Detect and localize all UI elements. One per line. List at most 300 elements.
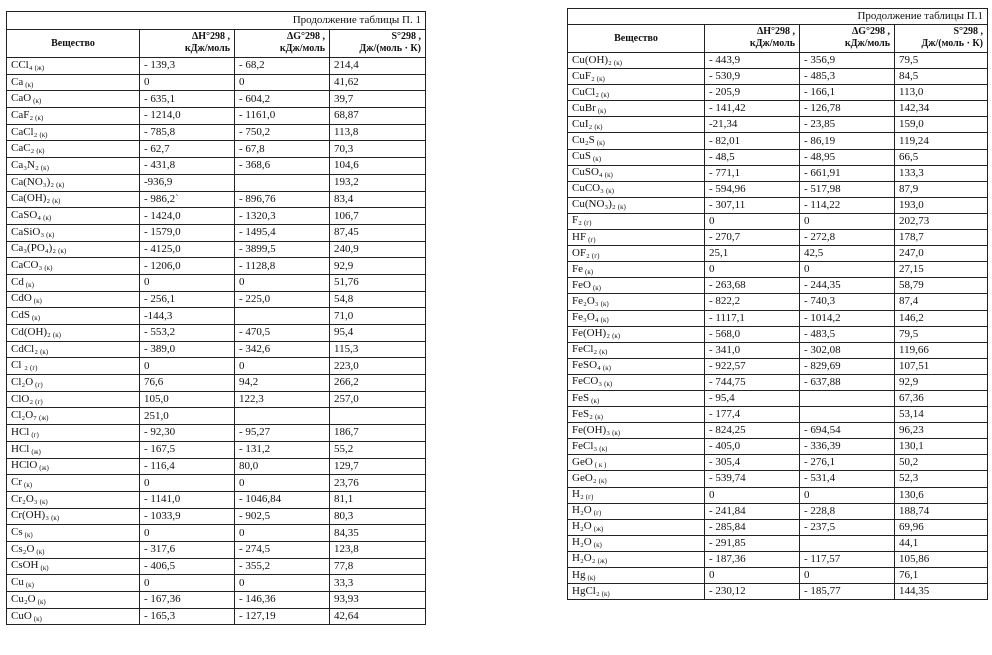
substance-formula: FeO bbox=[572, 278, 591, 291]
left-table-row bbox=[7, 124, 426, 141]
entropy-cell: 247,0 bbox=[895, 246, 988, 262]
substance-state: (к) bbox=[587, 573, 596, 582]
substance-state: (к) bbox=[602, 364, 611, 373]
right-table-row bbox=[568, 358, 988, 374]
gibbs-energy-cell: - 531,4 bbox=[800, 471, 895, 487]
substance-state: (ж) bbox=[31, 447, 41, 456]
substance-state: (к) bbox=[44, 264, 53, 273]
entropy-cell: 129,7 bbox=[330, 458, 426, 475]
gibbs-energy-cell: - 23,85 bbox=[800, 117, 895, 133]
left-table-caption: Продолжение таблицы П. 1 bbox=[7, 12, 426, 30]
enthalpy-cell: - 568,0 bbox=[705, 326, 800, 342]
substance-state: (к) bbox=[40, 163, 49, 172]
left-table-body bbox=[7, 12, 426, 625]
substance-cell bbox=[568, 165, 705, 181]
entropy-cell: 115,3 bbox=[330, 341, 426, 358]
substance-formula: FeCl₂ bbox=[572, 343, 598, 356]
substance-cell bbox=[568, 342, 705, 358]
left-table-row bbox=[7, 325, 426, 342]
entropy-cell: 70,3 bbox=[330, 141, 426, 158]
substance-formula: Fe bbox=[572, 262, 583, 275]
entropy-cell: 193,0 bbox=[895, 197, 988, 213]
enthalpy-cell: - 167,5 bbox=[140, 441, 235, 458]
entropy-cell: 55,2 bbox=[330, 441, 426, 458]
substance-cell bbox=[568, 197, 705, 213]
enthalpy-cell: - 822,2 bbox=[705, 294, 800, 310]
substance-cell bbox=[7, 174, 140, 191]
entropy-cell: 119,24 bbox=[895, 133, 988, 149]
right-header-dh-symbol: ΔH°298 , bbox=[756, 26, 795, 37]
substance-cell bbox=[568, 85, 705, 101]
substance-cell bbox=[568, 584, 705, 600]
gibbs-energy-cell: - 342,6 bbox=[235, 341, 330, 358]
substance-state: (г) bbox=[35, 397, 43, 406]
substance-formula: Cu(OH)₂ bbox=[572, 53, 612, 66]
substance-formula: CaSO₄ bbox=[11, 209, 42, 222]
left-table-row bbox=[7, 258, 426, 275]
substance-formula: FeCl₃ bbox=[572, 439, 598, 452]
substance-formula: H₂O bbox=[572, 520, 592, 533]
gibbs-energy-cell: 0 bbox=[235, 475, 330, 492]
gibbs-energy-cell: 0 bbox=[800, 213, 895, 229]
left-header-substance: Вещество bbox=[7, 30, 140, 58]
right-table-row bbox=[568, 294, 988, 310]
right-table-row bbox=[568, 117, 988, 133]
entropy-cell: 95,4 bbox=[330, 325, 426, 342]
enthalpy-cell: - 594,96 bbox=[705, 181, 800, 197]
substance-formula: CuCl₂ bbox=[572, 85, 600, 98]
enthalpy-cell: 0 bbox=[705, 487, 800, 503]
entropy-cell: 104,6 bbox=[330, 158, 426, 175]
substance-formula: CdS bbox=[11, 309, 30, 322]
substance-state: (к) bbox=[601, 589, 610, 598]
substance-cell bbox=[7, 491, 140, 508]
substance-formula: FeSO₄ bbox=[572, 359, 601, 372]
gibbs-energy-cell: - 470,5 bbox=[235, 325, 330, 342]
substance-formula: CuSO₄ bbox=[572, 166, 603, 179]
enthalpy-cell: - 771,1 bbox=[705, 165, 800, 181]
entropy-cell: 106,7 bbox=[330, 208, 426, 225]
substance-cell bbox=[7, 274, 140, 291]
gibbs-energy-cell: - 1128,8 bbox=[235, 258, 330, 275]
substance-formula: Ca(NO₃)₂ bbox=[11, 175, 55, 188]
enthalpy-cell: - 1141,0 bbox=[140, 491, 235, 508]
enthalpy-cell: - 744,75 bbox=[705, 374, 800, 390]
entropy-cell: 84,35 bbox=[330, 525, 426, 542]
left-table-row bbox=[7, 91, 426, 108]
enthalpy-cell: 0 bbox=[705, 262, 800, 278]
enthalpy-cell: - 291,85 bbox=[705, 535, 800, 551]
left-header-dh-symbol: ΔH°298 , bbox=[191, 31, 230, 42]
enthalpy-cell: 0 bbox=[705, 568, 800, 584]
enthalpy-cell: - 167,36 bbox=[140, 592, 235, 609]
substance-cell bbox=[568, 326, 705, 342]
substance-cell bbox=[568, 487, 705, 503]
substance-state: (к) bbox=[604, 380, 613, 389]
enthalpy-cell: - 1214,0 bbox=[140, 108, 235, 125]
substance-state: (к) bbox=[58, 247, 67, 256]
substance-state: (к) bbox=[592, 155, 602, 164]
gibbs-energy-cell: - 131,2 bbox=[235, 441, 330, 458]
substance-formula: GeO₂ bbox=[572, 471, 597, 484]
substance-formula: Cu(NO₃)₂ bbox=[572, 198, 616, 211]
substance-formula: F₂ bbox=[572, 214, 582, 227]
entropy-cell: 92,9 bbox=[895, 374, 988, 390]
enthalpy-cell: - 307,11 bbox=[705, 197, 800, 213]
substance-cell bbox=[7, 475, 140, 492]
substance-formula: Ca₃(PO₄)₂ bbox=[11, 242, 57, 255]
left-header-dg-symbol: ΔG°298 , bbox=[286, 31, 325, 42]
entropy-cell bbox=[330, 408, 426, 425]
substance-cell bbox=[7, 608, 140, 625]
right-table-row bbox=[568, 407, 988, 423]
substance-cell bbox=[7, 141, 140, 158]
entropy-cell: 76,1 bbox=[895, 568, 988, 584]
substance-cell bbox=[568, 551, 705, 567]
gibbs-energy-cell: - 740,3 bbox=[800, 294, 895, 310]
gibbs-energy-cell: - 355,2 bbox=[235, 558, 330, 575]
entropy-cell: 27,15 bbox=[895, 262, 988, 278]
entropy-cell: 214,4 bbox=[330, 58, 426, 75]
entropy-cell: 93,93 bbox=[330, 592, 426, 609]
left-table-row bbox=[7, 491, 426, 508]
substance-state: (к) bbox=[612, 428, 621, 437]
substance-state: (к) bbox=[25, 581, 34, 590]
enthalpy-cell: - 82,01 bbox=[705, 133, 800, 149]
substance-cell bbox=[568, 246, 705, 262]
substance-formula: Cs₂O bbox=[11, 542, 35, 555]
substance-formula: Cl₂O₇ bbox=[11, 409, 38, 422]
entropy-cell: 144,35 bbox=[895, 584, 988, 600]
gibbs-energy-cell: 0 bbox=[235, 575, 330, 592]
substance-formula: H₂O₂ bbox=[572, 552, 596, 565]
entropy-cell: 54,8 bbox=[330, 291, 426, 308]
entropy-cell: 266,2 bbox=[330, 375, 426, 392]
gibbs-energy-cell: - 694,54 bbox=[800, 423, 895, 439]
gibbs-energy-cell: - 126,78 bbox=[800, 101, 895, 117]
enthalpy-cell: - 785,8 bbox=[140, 124, 235, 141]
right-table-row bbox=[568, 584, 988, 600]
entropy-cell: 52,3 bbox=[895, 471, 988, 487]
substance-state: (к) bbox=[599, 444, 608, 453]
gibbs-energy-cell: - 1161,0 bbox=[235, 108, 330, 125]
substance-formula: CaO bbox=[11, 92, 32, 105]
gibbs-energy-cell: 0 bbox=[800, 262, 895, 278]
substance-cell bbox=[7, 258, 140, 275]
substance-formula: Ca bbox=[11, 75, 24, 88]
substance-state: (к) bbox=[592, 283, 602, 292]
substance-state: (к) bbox=[31, 314, 41, 323]
enthalpy-cell: - 263,68 bbox=[705, 278, 800, 294]
entropy-cell: 80,3 bbox=[330, 508, 426, 525]
entropy-cell: 193,2 bbox=[330, 174, 426, 191]
entropy-cell: 146,2 bbox=[895, 310, 988, 326]
enthalpy-cell: - 4125,0 bbox=[140, 241, 235, 258]
substance-formula: Cu₂S bbox=[572, 134, 595, 147]
substance-formula: Cs bbox=[11, 526, 23, 539]
substance-state: (к) bbox=[600, 299, 609, 308]
substance-state: (ж) bbox=[597, 557, 608, 566]
entropy-cell: 42,64 bbox=[330, 608, 426, 625]
enthalpy-cell: - 285,84 bbox=[705, 519, 800, 535]
left-table-row bbox=[7, 108, 426, 125]
gibbs-energy-cell: - 661,91 bbox=[800, 165, 895, 181]
right-table-row bbox=[568, 278, 988, 294]
gibbs-energy-cell: - 272,8 bbox=[800, 230, 895, 246]
substance-state: (к) bbox=[600, 316, 609, 325]
substance-formula: H₂O bbox=[572, 504, 592, 517]
substance-formula: HCl bbox=[11, 425, 30, 438]
substance-state: (к) bbox=[33, 297, 42, 306]
entropy-cell: 67,36 bbox=[895, 390, 988, 406]
entropy-cell: 130,6 bbox=[895, 487, 988, 503]
substance-formula: Cd bbox=[11, 275, 24, 288]
substance-formula: Cr bbox=[11, 476, 22, 489]
substance-formula: CuO bbox=[11, 609, 32, 622]
left-table-row bbox=[7, 191, 426, 208]
enthalpy-cell: -21,34 bbox=[705, 117, 800, 133]
substance-cell bbox=[7, 358, 140, 375]
right-header-s-unit: Дж/(моль · К) bbox=[921, 37, 983, 49]
substance-cell bbox=[7, 541, 140, 558]
left-header-dg bbox=[235, 30, 330, 58]
substance-cell bbox=[568, 358, 705, 374]
entropy-cell: 68,87 bbox=[330, 108, 426, 125]
enthalpy-cell: - 95,4 bbox=[705, 390, 800, 406]
substance-cell bbox=[568, 519, 705, 535]
enthalpy-cell: - 539,74 bbox=[705, 471, 800, 487]
right-table-row bbox=[568, 487, 988, 503]
entropy-cell: 79,5 bbox=[895, 326, 988, 342]
substance-state: (к) bbox=[598, 476, 607, 485]
enthalpy-cell: - 1117,1 bbox=[705, 310, 800, 326]
substance-formula: Cu₂O bbox=[11, 592, 36, 605]
enthalpy-cell: - 530,9 bbox=[705, 69, 800, 85]
substance-state: (к) bbox=[24, 531, 33, 540]
substance-cell bbox=[7, 375, 140, 392]
substance-formula: CuI₂ bbox=[572, 117, 593, 130]
left-table-row bbox=[7, 592, 426, 609]
right-table-row bbox=[568, 246, 988, 262]
substance-formula: H₂ bbox=[572, 488, 584, 501]
substance-formula: ClO₂ bbox=[11, 392, 34, 405]
substance-formula: Cl₂O bbox=[11, 375, 34, 388]
substance-cell bbox=[7, 425, 140, 442]
right-table-row bbox=[568, 423, 988, 439]
substance-formula: Fe₂O₃ bbox=[572, 294, 599, 307]
substance-cell bbox=[7, 124, 140, 141]
substance-formula: FeS bbox=[572, 391, 590, 404]
gibbs-energy-cell: 0 bbox=[235, 274, 330, 291]
entropy-cell: 133,3 bbox=[895, 165, 988, 181]
left-table-row bbox=[7, 475, 426, 492]
gibbs-energy-cell: - 127,19 bbox=[235, 608, 330, 625]
substance-cell bbox=[568, 390, 705, 406]
left-table-row bbox=[7, 208, 426, 225]
gibbs-energy-cell: 0 bbox=[800, 487, 895, 503]
right-table-row bbox=[568, 230, 988, 246]
left-table-row bbox=[7, 458, 426, 475]
gibbs-energy-cell: 122,3 bbox=[235, 391, 330, 408]
gibbs-energy-cell: 0 bbox=[800, 568, 895, 584]
substance-cell bbox=[568, 213, 705, 229]
substance-formula: CuBr bbox=[572, 101, 596, 114]
right-header-row bbox=[568, 25, 988, 53]
substance-cell bbox=[7, 74, 140, 91]
left-table-row bbox=[7, 525, 426, 542]
right-table-row bbox=[568, 390, 988, 406]
entropy-cell: 79,5 bbox=[895, 53, 988, 69]
substance-formula: FeCO₃ bbox=[572, 375, 603, 388]
entropy-cell: 142,34 bbox=[895, 101, 988, 117]
substance-state: (к) bbox=[52, 330, 61, 339]
substance-cell bbox=[568, 149, 705, 165]
entropy-cell: 113,0 bbox=[895, 85, 988, 101]
substance-cell bbox=[568, 53, 705, 69]
right-table-row bbox=[568, 374, 988, 390]
left-header-dg-unit: кДж/моль bbox=[279, 42, 325, 54]
substance-state: (г) bbox=[591, 251, 600, 260]
substance-formula: GeO bbox=[572, 455, 593, 468]
gibbs-energy-cell: - 637,88 bbox=[800, 374, 895, 390]
enthalpy-cell: - 1424,0 bbox=[140, 208, 235, 225]
gibbs-energy-cell: - 336,39 bbox=[800, 439, 895, 455]
substance-cell bbox=[7, 208, 140, 225]
gibbs-energy-cell: - 485,3 bbox=[800, 69, 895, 85]
gibbs-energy-cell: - 302,08 bbox=[800, 342, 895, 358]
left-table-row bbox=[7, 441, 426, 458]
substance-cell bbox=[7, 158, 140, 175]
left-table-row bbox=[7, 174, 426, 191]
left-header-dh-unit: кДж/моль bbox=[184, 42, 230, 54]
left-header-s bbox=[330, 30, 426, 58]
enthalpy-cell: - 1033,9 bbox=[140, 508, 235, 525]
enthalpy-cell: - 317,6 bbox=[140, 541, 235, 558]
right-header-s-symbol: S°298 , bbox=[953, 26, 983, 37]
substance-state: (к) bbox=[46, 230, 55, 239]
substance-state: (к) bbox=[599, 348, 608, 357]
left-table-row bbox=[7, 541, 426, 558]
substance-cell bbox=[568, 310, 705, 326]
substance-state: (ж) bbox=[593, 525, 604, 534]
entropy-cell: 33,3 bbox=[330, 575, 426, 592]
enthalpy-cell: - 824,25 bbox=[705, 423, 800, 439]
gibbs-energy-cell: - 67,8 bbox=[235, 141, 330, 158]
gibbs-energy-cell: 42,5 bbox=[800, 246, 895, 262]
gibbs-energy-cell: - 185,77 bbox=[800, 584, 895, 600]
right-table-row bbox=[568, 133, 988, 149]
entropy-cell: 240,9 bbox=[330, 241, 426, 258]
substance-state: (г) bbox=[585, 493, 594, 502]
substance-cell bbox=[568, 568, 705, 584]
enthalpy-cell: - 635,1 bbox=[140, 91, 235, 108]
substance-cell bbox=[7, 58, 140, 75]
substance-cell bbox=[7, 408, 140, 425]
substance-state: (г) bbox=[593, 509, 602, 518]
substance-cell bbox=[7, 592, 140, 609]
substance-state: ( к ) bbox=[594, 460, 607, 469]
substance-cell bbox=[7, 325, 140, 342]
enthalpy-cell: - 139,3 bbox=[140, 58, 235, 75]
entropy-cell: 41,62 bbox=[330, 74, 426, 91]
gibbs-energy-cell: - 3899,5 bbox=[235, 241, 330, 258]
gibbs-energy-cell: - 1320,3 bbox=[235, 208, 330, 225]
substance-cell bbox=[568, 133, 705, 149]
substance-cell bbox=[7, 224, 140, 241]
substance-cell bbox=[568, 471, 705, 487]
entropy-cell: 71,0 bbox=[330, 308, 426, 325]
substance-formula: CuCO₃ bbox=[572, 182, 604, 195]
substance-state: (к) bbox=[594, 412, 604, 421]
substance-cell bbox=[7, 308, 140, 325]
enthalpy-cell: - 986,2` bbox=[140, 191, 235, 208]
entropy-cell: 39,7 bbox=[330, 91, 426, 108]
substance-state: (г) bbox=[583, 219, 592, 228]
substance-state: (г) bbox=[29, 364, 38, 373]
left-table-row bbox=[7, 224, 426, 241]
substance-formula: OF₂ bbox=[572, 246, 590, 259]
right-table-row bbox=[568, 471, 988, 487]
substance-state: (к) bbox=[601, 90, 610, 99]
substance-cell bbox=[7, 291, 140, 308]
gibbs-energy-cell: - 274,5 bbox=[235, 541, 330, 558]
substance-formula: CuS bbox=[572, 150, 591, 163]
right-thermo-table bbox=[567, 8, 988, 600]
substance-formula: Fe₃O₄ bbox=[572, 311, 599, 324]
left-table-row bbox=[7, 391, 426, 408]
substance-formula: HCl bbox=[11, 442, 30, 455]
enthalpy-cell: 0 bbox=[140, 575, 235, 592]
substance-cell bbox=[568, 455, 705, 471]
right-table-row bbox=[568, 326, 988, 342]
entropy-cell: 87,9 bbox=[895, 181, 988, 197]
entropy-cell: 69,96 bbox=[895, 519, 988, 535]
enthalpy-cell: - 443,9 bbox=[705, 53, 800, 69]
substance-cell bbox=[7, 191, 140, 208]
right-table-row bbox=[568, 101, 988, 117]
substance-state: (к) bbox=[40, 564, 49, 573]
enthalpy-cell: - 270,7 bbox=[705, 230, 800, 246]
substance-state: (к) bbox=[36, 147, 45, 156]
substance-cell bbox=[568, 535, 705, 551]
entropy-cell: 202,73 bbox=[895, 213, 988, 229]
entropy-cell: 50,2 bbox=[895, 455, 988, 471]
substance-state: (к) bbox=[585, 267, 594, 276]
gibbs-energy-cell bbox=[235, 408, 330, 425]
gibbs-energy-cell: - 237,5 bbox=[800, 519, 895, 535]
enthalpy-cell: - 187,36 bbox=[705, 551, 800, 567]
substance-state: (к) bbox=[56, 180, 65, 189]
gibbs-energy-cell bbox=[235, 174, 330, 191]
gibbs-energy-cell: - 48,95 bbox=[800, 149, 895, 165]
substance-state: (г) bbox=[31, 430, 39, 439]
entropy-cell: 66,5 bbox=[895, 149, 988, 165]
substance-state: (к) bbox=[25, 280, 34, 289]
gibbs-energy-cell: - 902,5 bbox=[235, 508, 330, 525]
entropy-cell: 257,0 bbox=[330, 391, 426, 408]
enthalpy-cell: - 1579,0 bbox=[140, 224, 235, 241]
substance-cell bbox=[568, 423, 705, 439]
enthalpy-cell: 0 bbox=[705, 213, 800, 229]
enthalpy-cell: - 177,4 bbox=[705, 407, 800, 423]
substance-cell bbox=[7, 558, 140, 575]
substance-state: (к) bbox=[24, 481, 33, 490]
substance-state: (к) bbox=[40, 347, 49, 356]
substance-cell bbox=[7, 525, 140, 542]
substance-formula: Cr(OH)₃ bbox=[11, 509, 50, 522]
gibbs-energy-cell bbox=[800, 407, 895, 423]
substance-cell bbox=[568, 117, 705, 133]
